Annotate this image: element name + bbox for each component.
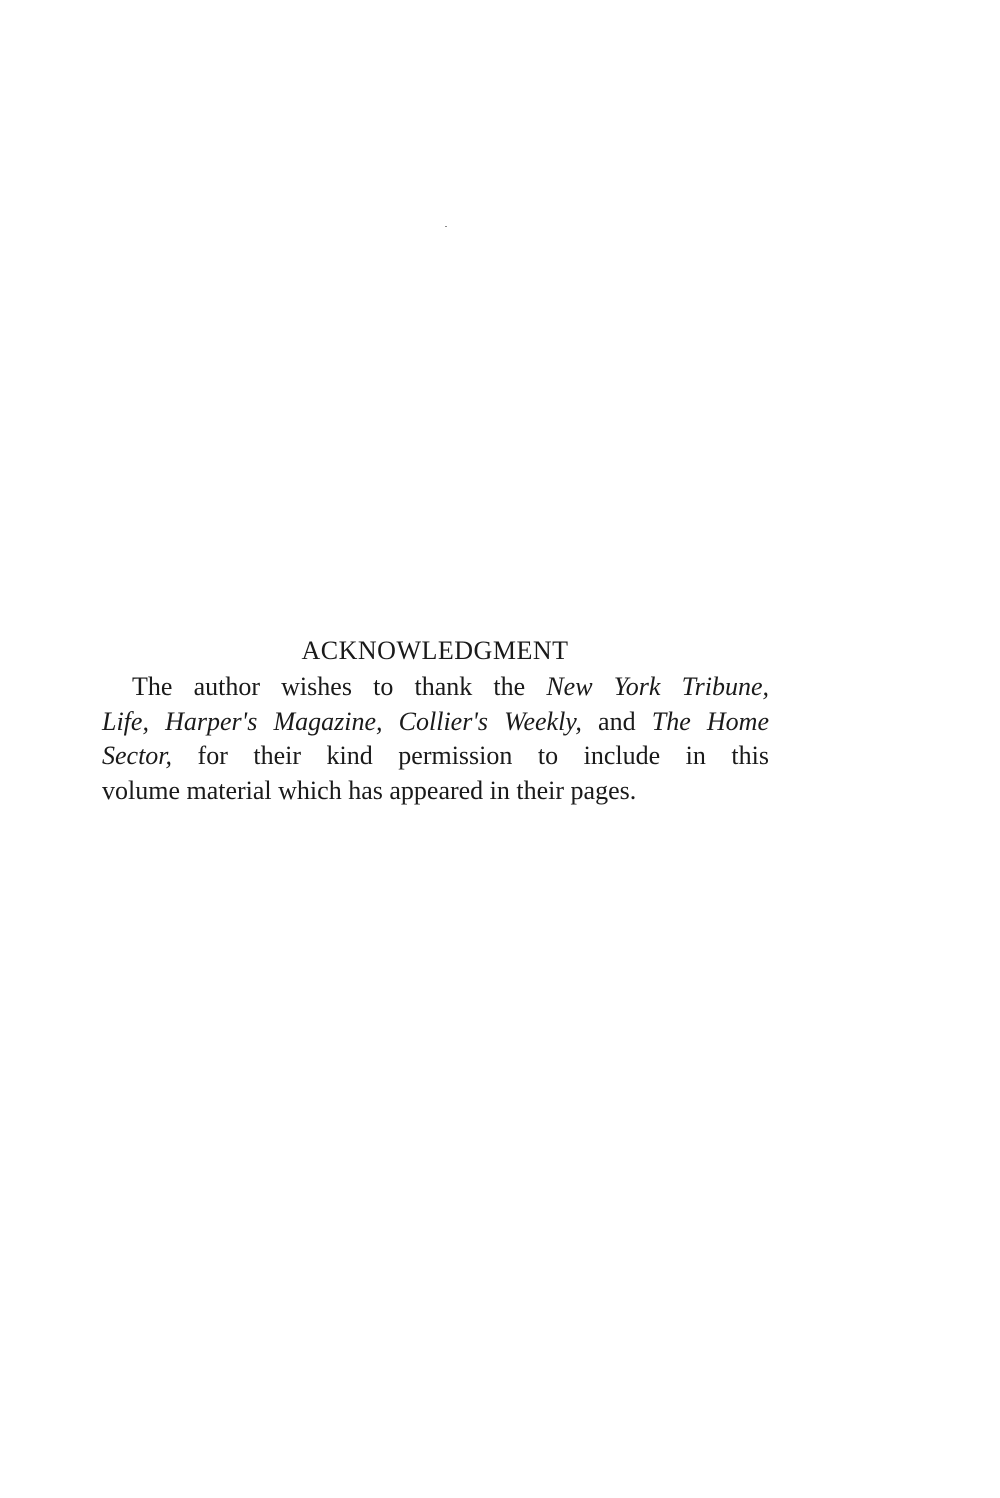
publication-name: The Home [651,706,769,736]
publication-name: Life, Harper's Magazine, Collier's Weekly, [102,706,582,736]
page-heading: ACKNOWLEDGMENT [301,636,569,665]
body-text-segment: volume material which has appeared in their pages. [102,775,637,805]
body-text-segment: and [581,706,652,736]
publication-name: New York Tribune, [546,672,769,701]
body-text-segment: for their kind permission to include in this [172,741,769,770]
acknowledgment-paragraph [102,670,769,808]
publication-name: Sector, [102,741,173,770]
paragraph-line-1 [102,670,769,705]
scan-speck [445,226,447,227]
paragraph-line-3 [102,739,769,774]
body-text-segment: The author wishes to thank the [132,672,547,701]
paragraph-line-2 [102,705,769,740]
paragraph-line-4 [102,774,769,809]
